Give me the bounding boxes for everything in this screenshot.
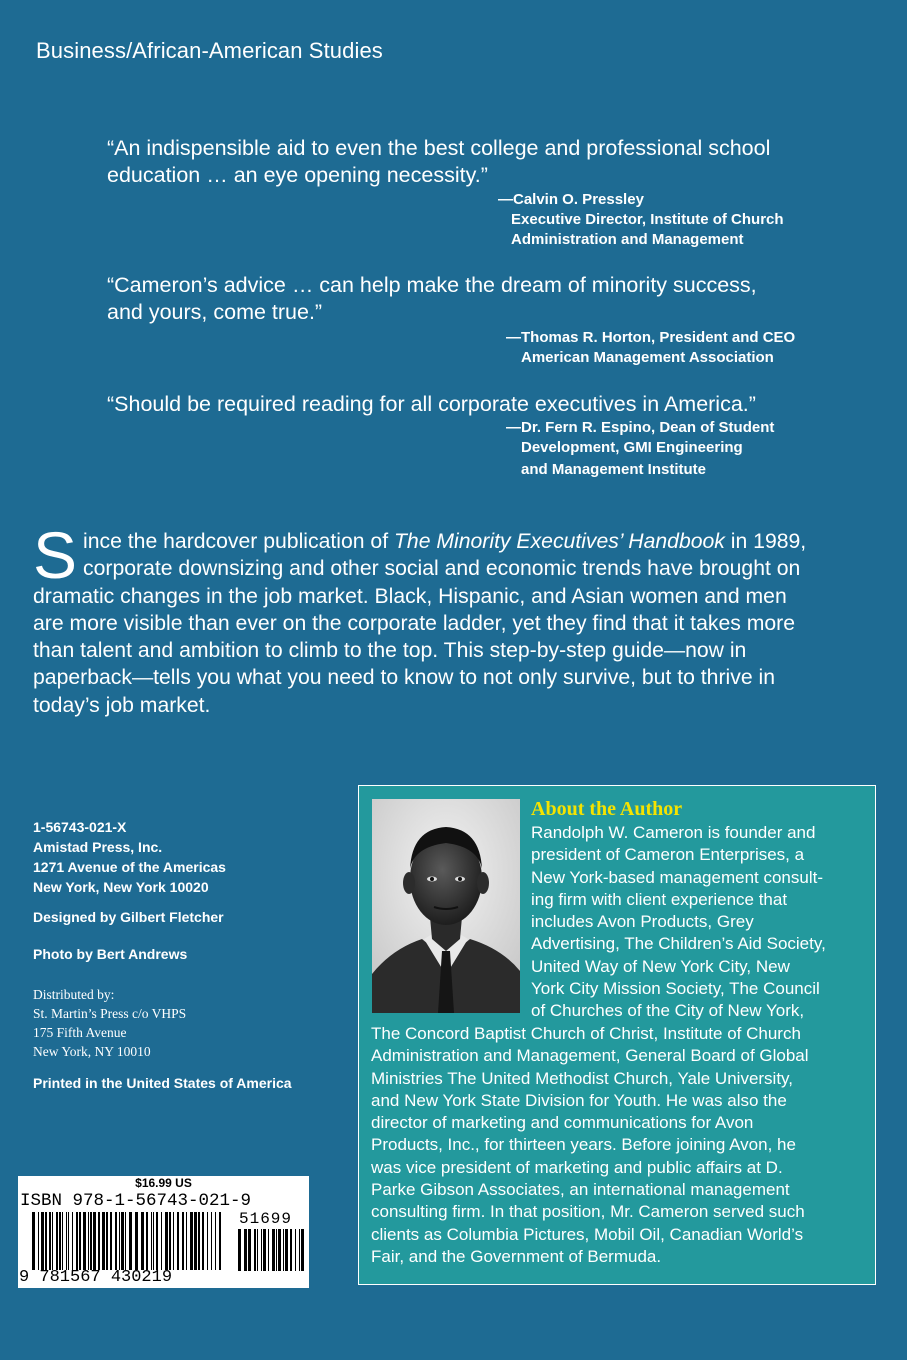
about-author-text-narrow xyxy=(531,822,826,1023)
barcode-bar xyxy=(38,1212,39,1270)
blurb-line-1 xyxy=(33,528,868,555)
about-line: was vice president of marketing and public affairs at D. xyxy=(371,1157,783,1177)
barcode-bar xyxy=(278,1229,281,1271)
barcode-bar xyxy=(261,1229,262,1271)
ean-barcode xyxy=(32,1212,226,1270)
barcode-bar xyxy=(238,1229,241,1271)
barcode-bar xyxy=(119,1212,120,1270)
barcode-bar xyxy=(56,1212,58,1270)
pub-line: 1271 Avenue of the Americas xyxy=(33,859,226,875)
distributor-info xyxy=(33,985,186,1061)
price: $16.99 US xyxy=(135,1176,192,1190)
barcode-bar xyxy=(194,1212,197,1270)
about-line: consulting firm. In that position, Mr. Cameron served such xyxy=(371,1202,805,1222)
blurb-line: corporate downsizing and other social and economic trends have brought on xyxy=(83,557,801,581)
barcode-bar xyxy=(45,1212,47,1270)
author-photo xyxy=(372,799,520,1013)
barcode-bar xyxy=(182,1212,184,1270)
barcode-bar xyxy=(169,1212,171,1270)
barcode-bar xyxy=(106,1212,108,1270)
about-line: Fair, and the Government of Bermuda. xyxy=(371,1246,662,1266)
about-line: Advertising, The Children’s Aid Society, xyxy=(531,934,826,954)
quote-2 xyxy=(107,272,757,326)
about-line: includes Avon Products, Grey xyxy=(531,912,754,932)
book-title: The Minority Executives’ Handbook xyxy=(393,530,725,553)
barcode-bar xyxy=(52,1212,53,1270)
barcode-bar xyxy=(93,1212,96,1270)
barcode-bar xyxy=(207,1212,208,1270)
barcode-bar xyxy=(186,1212,187,1270)
barcode-bar xyxy=(79,1212,81,1270)
isbn-text: ISBN 978-1-56743-021-9 xyxy=(20,1191,252,1211)
barcode-bar xyxy=(135,1212,138,1270)
dist-line: St. Martin’s Press c/o VHPS xyxy=(33,1006,187,1021)
about-line: clients as Columbia Pictures, Mobil Oil, Canadian World’s xyxy=(371,1224,804,1244)
barcode-bar xyxy=(290,1229,292,1271)
barcode-bar xyxy=(215,1212,216,1270)
barcode-bar xyxy=(202,1212,204,1270)
barcode-bar xyxy=(257,1229,258,1271)
barcode-bar xyxy=(49,1212,51,1270)
dist-line: New York, NY 10010 xyxy=(33,1044,151,1059)
pub-line: Amistad Press, Inc. xyxy=(33,839,163,855)
about-line: director of marketing and communications for Avon xyxy=(371,1113,754,1133)
about-line: York City Mission Society, The Council xyxy=(531,979,820,999)
attribution-line: American Management Association xyxy=(521,349,774,366)
barcode-bar xyxy=(254,1229,256,1271)
barcode-bar xyxy=(268,1229,269,1271)
about-line: of Churches of the City of New York, xyxy=(531,1001,805,1021)
barcode-bar xyxy=(110,1212,112,1270)
about-line: Randolph W. Cameron is founder and xyxy=(531,823,816,842)
barcode-bar xyxy=(156,1212,158,1270)
pub-line: 1-56743-021-X xyxy=(33,819,127,835)
quote-line: “Cameron’s advice … can help make the dream of minority success, xyxy=(107,273,757,297)
about-line: and New York State Division for Youth. He was also the xyxy=(371,1090,787,1110)
attribution-line: —Thomas R. Horton, President and CEO xyxy=(506,329,796,346)
blurb-line: dramatic changes in the job market. Black, Hispanic, and Asian women and men xyxy=(33,584,787,608)
barcode-bar xyxy=(121,1212,124,1270)
dist-line: 175 Fifth Avenue xyxy=(33,1025,127,1040)
about-line: The Concord Baptist Church of Christ, Institute of Church xyxy=(371,1024,801,1043)
about-author-title: About the Author xyxy=(531,798,683,820)
quote-line: education … an eye opening necessity.” xyxy=(107,163,488,187)
about-line: United Way of New York City, New xyxy=(531,956,790,976)
barcode-bar xyxy=(125,1212,126,1270)
barcode-bar xyxy=(161,1212,162,1270)
barcode-bar xyxy=(283,1229,284,1271)
barcode-bar xyxy=(198,1212,200,1270)
about-line: president of Cameron Enterprises, a xyxy=(531,845,805,865)
about-line: Parke Gibson Associates, an international management xyxy=(371,1180,790,1200)
barcode-bar xyxy=(165,1212,168,1270)
barcode-bar xyxy=(146,1212,148,1270)
attribution-line: and Management Institute xyxy=(521,461,707,478)
about-line: Products, Inc., for thirteen years. Before joining Avon, he xyxy=(371,1135,796,1155)
barcode-bar xyxy=(219,1212,221,1270)
barcode-bar xyxy=(129,1212,132,1270)
dist-line: Distributed by: xyxy=(33,987,115,1002)
attribution-line: —Calvin O. Pressley xyxy=(498,191,644,208)
printed-in: Printed in the United States of America xyxy=(33,1075,292,1091)
barcode-bar xyxy=(62,1212,63,1270)
attribution-line: Development, GMI Engineering xyxy=(521,439,743,456)
barcode-bar xyxy=(276,1229,277,1271)
barcode-label xyxy=(18,1176,309,1288)
blurb-line: paperback—tells you what you need to know to not only survive, but to thrive in xyxy=(33,666,775,690)
barcode-bar xyxy=(248,1229,251,1271)
barcode-bar xyxy=(88,1212,89,1270)
barcode-bar xyxy=(211,1212,212,1270)
barcode-bar xyxy=(299,1229,300,1271)
book-blurb xyxy=(33,518,868,719)
quote-2-attribution xyxy=(506,328,795,368)
publisher-info xyxy=(33,817,226,897)
photo-credit: Photo by Bert Andrews xyxy=(33,946,188,962)
blurb-line: today’s job market. xyxy=(33,693,211,717)
barcode-bar xyxy=(76,1212,78,1270)
barcode-bar xyxy=(301,1229,304,1271)
blurb-line: are more visible than ever on the corporate ladder, yet they find that it takes more xyxy=(33,611,795,635)
attribution-line: —Dr. Fern R. Espino, Dean of Student xyxy=(506,419,775,436)
blurb-line: than talent and ambition to climb to the top. This step-by-step guide—now in xyxy=(33,639,747,663)
barcode-bar xyxy=(190,1212,193,1270)
barcode-bar xyxy=(66,1212,67,1270)
designer-credit: Designed by Gilbert Fletcher xyxy=(33,909,224,925)
attribution-line: Administration and Management xyxy=(511,231,744,248)
barcode-bar xyxy=(295,1229,296,1271)
barcode-bar xyxy=(32,1212,35,1270)
barcode-bar xyxy=(83,1212,86,1270)
barcode-bar xyxy=(115,1212,117,1270)
about-line: Ministries The United Methodist Church, Yale University, xyxy=(371,1068,794,1088)
addon-digits: 51699 xyxy=(239,1210,293,1228)
barcode-bar xyxy=(102,1212,105,1270)
category-label: Business/African-American Studies xyxy=(36,38,383,63)
about-line: New York-based management consult- xyxy=(531,867,823,887)
addon-barcode xyxy=(238,1229,304,1271)
quote-1 xyxy=(107,135,770,189)
blurb-text: in 1989, xyxy=(724,530,807,553)
barcode-bar xyxy=(151,1212,152,1270)
barcode-bar xyxy=(98,1212,100,1270)
quote-line: and yours, come true.” xyxy=(107,300,323,324)
drop-cap: S xyxy=(33,518,78,592)
quote-line: “Should be required reading for all corporate executives in America.” xyxy=(107,392,756,416)
barcode-bar xyxy=(153,1212,154,1270)
barcode-bar xyxy=(177,1212,179,1270)
about-line: Administration and Management, General Board of Global xyxy=(371,1046,809,1066)
quote-3-attribution xyxy=(506,418,774,480)
barcode-bar xyxy=(90,1212,92,1270)
pub-line: New York, New York 10020 xyxy=(33,879,209,895)
barcode-bar xyxy=(173,1212,174,1270)
barcode-bar xyxy=(272,1229,275,1271)
attribution-line: Executive Director, Institute of Church xyxy=(511,211,784,228)
about-line: ing firm with client experience that xyxy=(531,889,788,909)
blurb-text: ince the hardcover publication of xyxy=(83,530,394,553)
barcode-bar xyxy=(244,1229,247,1271)
barcode-bar xyxy=(141,1212,144,1270)
barcode-bar xyxy=(263,1229,266,1271)
barcode-bar xyxy=(59,1212,61,1270)
quote-3 xyxy=(107,391,756,418)
barcode-bar xyxy=(68,1212,69,1270)
barcode-bar xyxy=(41,1212,44,1270)
about-author-text-wide xyxy=(371,1023,809,1268)
barcode-bar xyxy=(285,1229,288,1271)
barcode-bar xyxy=(72,1212,73,1270)
quote-1-attribution xyxy=(498,190,784,250)
quote-line: “An indispensible aid to even the best college and professional school xyxy=(107,136,771,160)
ean-digits: 9 781567 430219 xyxy=(19,1268,173,1287)
